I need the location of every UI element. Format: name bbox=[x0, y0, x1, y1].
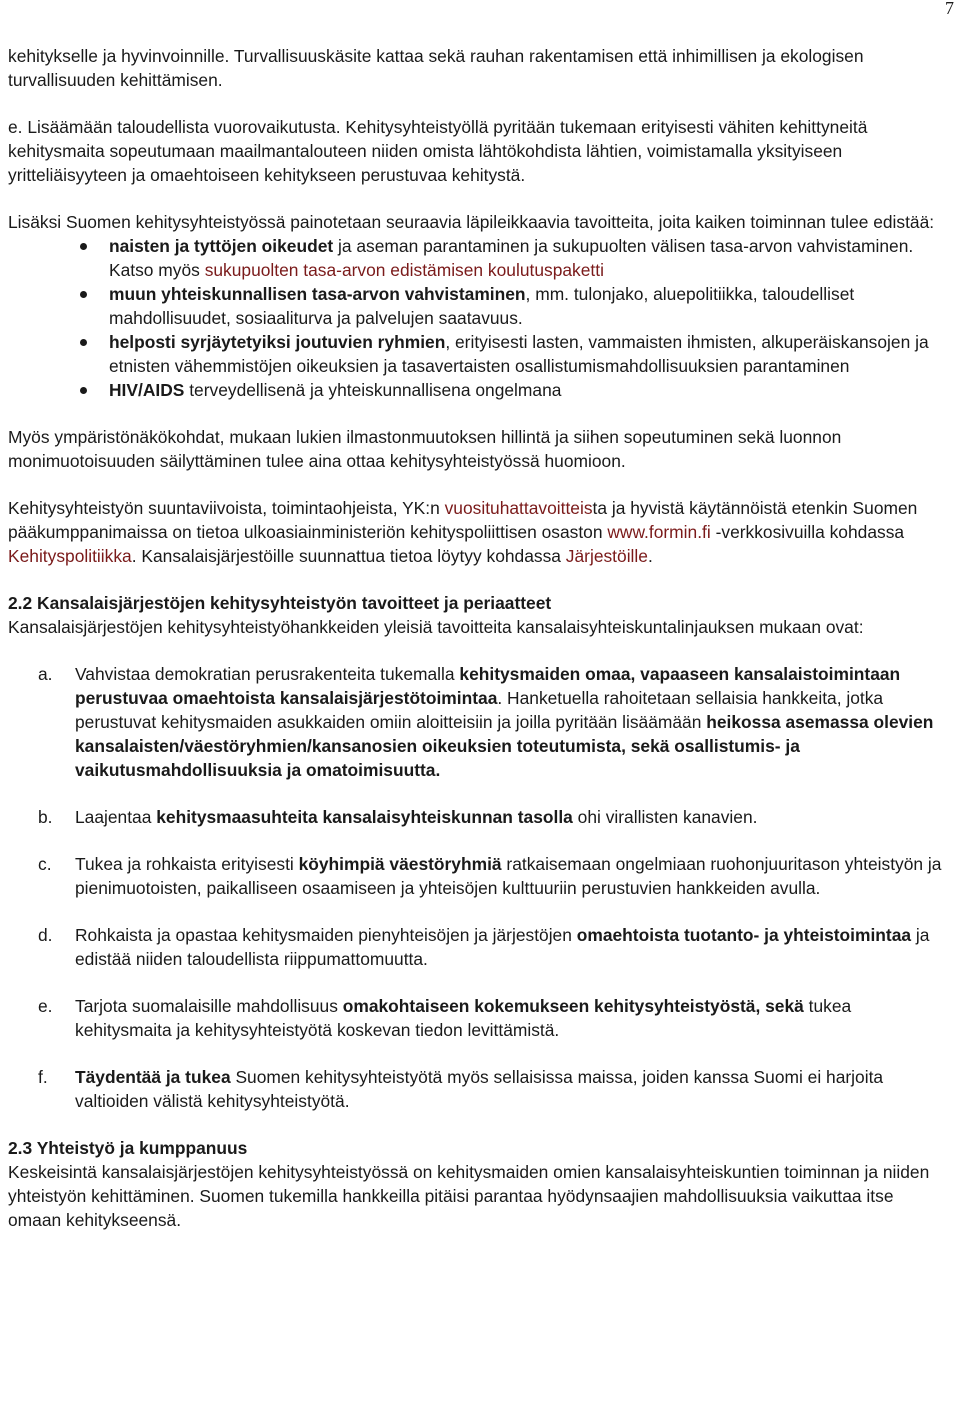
guidelines-text: ta ja hyvistä käytännöistä etenkin Suomen pääkumppanimaissa on tietoa ulkoasiainministeriön kehityspoliittisen osaston bbox=[8, 498, 918, 542]
list-item bbox=[8, 282, 948, 330]
list-item bbox=[8, 994, 948, 1042]
goal-text: Rohkaista ja opastaa kehitysmaiden pienyhteisöjen ja järjestöjen bbox=[75, 925, 577, 945]
bullet-bold: muun yhteiskunnallisen tasa-arvon vahvistaminen bbox=[109, 284, 526, 304]
guidelines-text: Kehitysyhteistyön suuntaviivoista, toimintaohjeista, YK:n bbox=[8, 498, 445, 518]
formin-link[interactable]: www.formin.fi bbox=[607, 522, 711, 542]
list-item bbox=[8, 923, 948, 971]
document-body bbox=[8, 44, 948, 1232]
list-marker: f. bbox=[38, 1067, 48, 1087]
bullet-text: ja aseman parantaminen ja sukupuolten välisen tasa-arvon vahvistaminen. Katso myös bbox=[109, 236, 914, 280]
goal-bold: kehitysmaasuhteita kansalaisyhteiskunnan tasolla bbox=[156, 807, 573, 827]
goal-text: Suomen kehitysyhteistyötä myös sellaisissa maissa, joiden kanssa Suomi ei harjoita valtioiden välistä kehitysyhteistyötä. bbox=[75, 1067, 884, 1111]
goal-text: ja edistää niiden taloudellista riippumattomuutta. bbox=[75, 925, 930, 969]
goal-text: . Hanketuella rahoitetaan sellaisia hankkeita, jotka perustuvat kehitysmaiden asukkaiden omiin aloitteisiin ja joilla pyritään lisäämään bbox=[75, 688, 884, 732]
bullet-text: , erityisesti lasten, vammaisten ihmisten, alkuperäiskansojen ja etnisten vähemmistöjen oikeuksien ja tasavertaisten osallistumismahdollisuuksien parantaminen bbox=[109, 332, 929, 376]
bullet-bold: naisten ja tyttöjen oikeudet bbox=[109, 236, 334, 256]
bullet-bold: HIV/AIDS bbox=[109, 380, 185, 400]
organizations-link[interactable]: Järjestöille bbox=[565, 546, 648, 566]
section-heading-2-2: 2.2 Kansalaisjärjestöjen kehitysyhteistyön tavoitteet ja periaatteet bbox=[8, 593, 552, 613]
goal-text: ratkaisemaan ongelmiaan ruohonjuuritason yhteistyön ja pienimuotoisten, paikalliseen osaamiseen ja yhteisöjen kulttuuriin perustuvien hankkeiden avulla. bbox=[75, 854, 942, 898]
goal-bold: köyhimpiä väestöryhmiä bbox=[298, 854, 502, 874]
paragraph-crosscutting-intro: Lisäksi Suomen kehitysyhteistyössä painotetaan seuraavia läpileikkaavia tavoitteita, joita kaiken toiminnan tulee edistää: bbox=[8, 212, 935, 232]
goal-text: Vahvistaa demokratian perusrakenteita tukemalla bbox=[75, 664, 460, 684]
section-2-3-text: Keskeisintä kansalaisjärjestöjen kehitysyhteistyössä on kehitysmaiden omien kansalaisyhteiskuntien toiminnan ja niiden yhteistyön kehittäminen. Suomen tukemilla hankkeilla pitäisi parantaa hyödynsaajien mahdollisuuksia vaikuttaa itse omaan kehitykseensä. bbox=[8, 1162, 930, 1230]
guidelines-text: -verkkosivuilla kohdassa bbox=[710, 522, 905, 542]
paragraph-security: kehitykselle ja hyvinvoinnille. Turvallisuuskäsite kattaa sekä rauhan rakentamisen että inhimillisen ja ekologisen turvallisuuden kehittämisen. bbox=[8, 46, 864, 90]
list-marker: d. bbox=[38, 925, 53, 945]
list-marker: c. bbox=[38, 854, 52, 874]
bullet-text: terveydellisenä ja yhteiskunnallisena ongelmana bbox=[184, 380, 562, 400]
gender-equality-link[interactable]: sukupuolten tasa-arvon edistämisen koulutuspaketti bbox=[204, 260, 604, 280]
list-marker: e. bbox=[38, 996, 53, 1016]
section-heading-2-3: 2.3 Yhteistyö ja kumppanuus bbox=[8, 1138, 248, 1158]
bullet-bold: helposti syrjäytetyiksi joutuvien ryhmien bbox=[109, 332, 446, 352]
goal-text: Laajentaa bbox=[75, 807, 157, 827]
paragraph-economic-interaction: e. Lisäämään taloudellista vuorovaikutusta. Kehitysyhteistyöllä pyritään tukemaan erityisesti vähiten kehittyneitä kehitysmaita sopeutumaan maailmantalouteen niiden omista lähtökohdista lähtien, voimistamalla yksityiseen yritteliäisyyteen ja omaehtoiseen kehitykseen perustuvaa kehitystä. bbox=[8, 117, 868, 185]
goal-bold: omaehtoista tuotanto- ja yhteistoimintaa bbox=[576, 925, 912, 945]
development-policy-link[interactable]: Kehityspolitiikka bbox=[8, 546, 132, 566]
list-item bbox=[8, 852, 948, 900]
list-item bbox=[8, 330, 948, 378]
list-marker: b. bbox=[38, 807, 53, 827]
section-2-2-intro: Kansalaisjärjestöjen kehitysyhteistyöhankkeiden yleisiä tavoitteita kansalaisyhteiskuntalinjauksen mukaan ovat: bbox=[8, 617, 864, 637]
ngo-goals-list bbox=[8, 662, 948, 1113]
goal-bold: Täydentää ja tukea bbox=[75, 1067, 231, 1087]
paragraph-guidelines bbox=[8, 496, 948, 568]
goal-text: tukea kehitysmaita ja kehitysyhteistyötä koskevan tiedon levittämistä. bbox=[75, 996, 852, 1040]
mdg-link[interactable]: vuosituhattavoitteis bbox=[444, 498, 593, 518]
list-item bbox=[8, 662, 948, 782]
list-marker: a. bbox=[38, 664, 53, 684]
bullet-text: , mm. tulonjako, aluepolitiikka, taloudelliset mahdollisuudet, sosiaaliturva ja palvelujen saatavuus. bbox=[109, 284, 855, 328]
goal-text: Tarjota suomalaisille mahdollisuus bbox=[75, 996, 343, 1016]
list-item bbox=[8, 805, 948, 829]
goal-text: ohi virallisten kanavien. bbox=[572, 807, 758, 827]
list-item bbox=[8, 234, 948, 282]
page-number: 7 bbox=[945, 0, 954, 18]
goal-bold: heikossa asemassa olevien kansalaisten/väestöryhmien/kansanosien oikeuksien toteutumista, sekä osallistumis- ja vaikutusmahdollisuuksia ja omatoimisuutta. bbox=[75, 712, 934, 780]
crosscutting-goals-list bbox=[8, 234, 948, 402]
goal-bold: kehitysmaiden omaa, vapaaseen kansalaistoimintaan perustuvaa omaehtoista kansalaisjärjestötoimintaa bbox=[75, 664, 901, 708]
list-item bbox=[8, 1065, 948, 1113]
paragraph-environment: Myös ympäristönäkökohdat, mukaan lukien ilmastonmuutoksen hillintä ja siihen sopeutuminen sekä luonnon monimuotoisuuden säilyttäminen tulee aina ottaa kehitysyhteistyössä huomioon. bbox=[8, 427, 842, 471]
goal-text: Tukea ja rohkaista erityisesti bbox=[75, 854, 299, 874]
goal-bold: omakohtaiseen kokemukseen kehitysyhteistyöstä, sekä bbox=[342, 996, 804, 1016]
guidelines-text: . bbox=[647, 546, 653, 566]
guidelines-text: . Kansalaisjärjestöille suunnattua tietoa löytyy kohdassa bbox=[131, 546, 566, 566]
list-item bbox=[8, 378, 948, 402]
